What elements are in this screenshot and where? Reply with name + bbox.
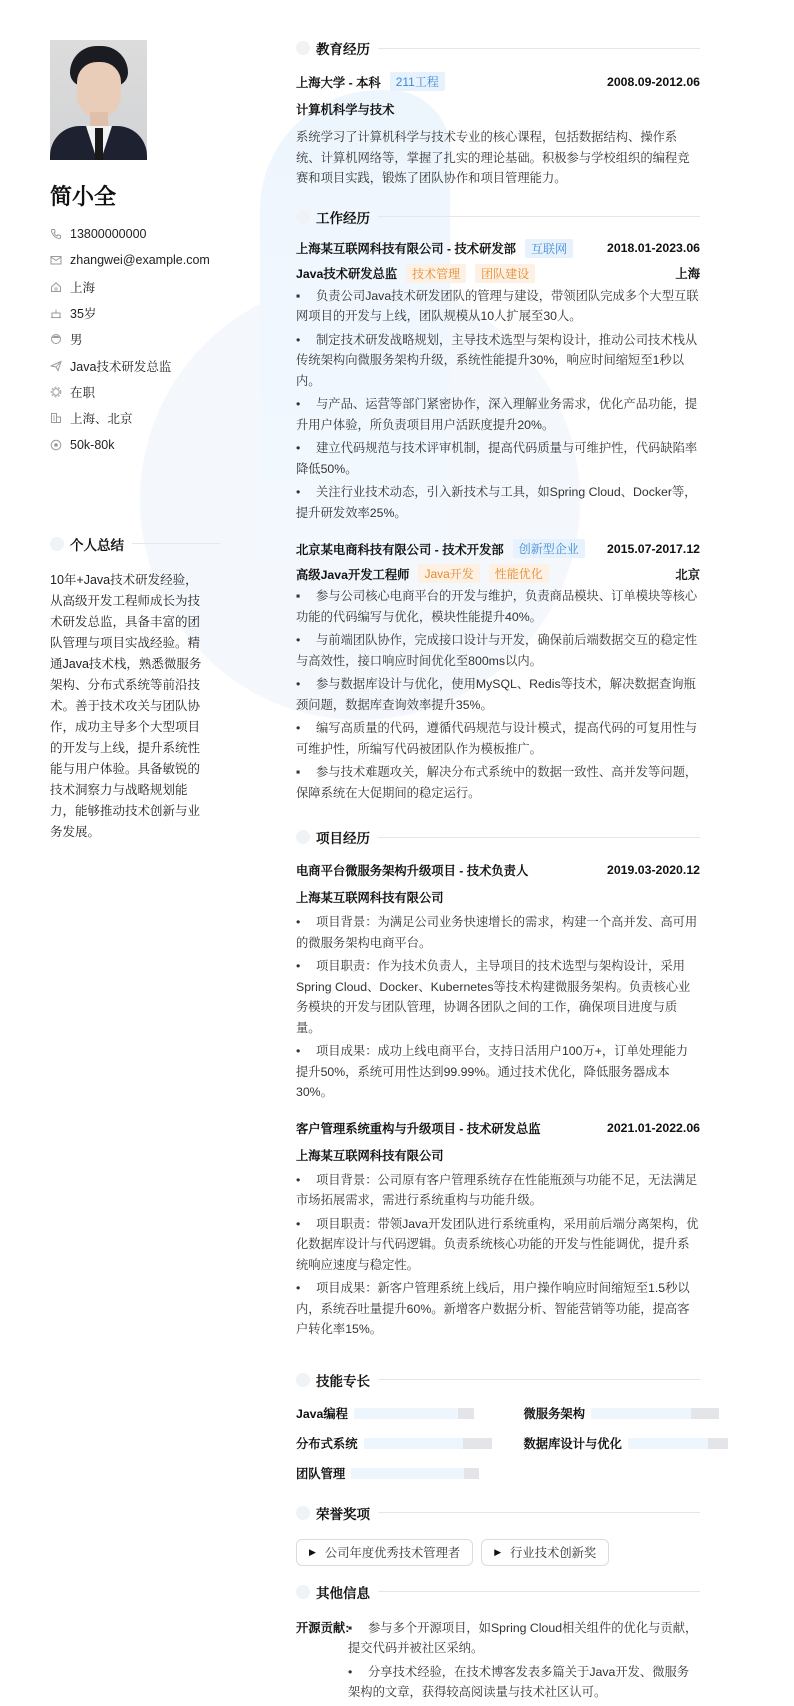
triangle-icon: ▶ — [494, 1546, 502, 1557]
section-dot-icon — [296, 41, 310, 55]
info-email — [50, 247, 220, 273]
skill-bar — [628, 1438, 728, 1449]
education-row — [296, 72, 700, 91]
project-name: 电商平台微服务架构升级项目 - 技术负责人 — [296, 864, 529, 878]
skill-tag: 技术管理 — [406, 264, 466, 283]
project-bullet: • 项目背景：公司原有客户管理系统存在性能瓶颈与功能不足，无法满足市场拓展需求，需进行系统重构与功能升级。 — [296, 1172, 698, 1207]
project-bullet: • 项目职责：作为技术负责人，主导项目的技术选型与架构设计，采用Spring Cloud、Docker、Kubernetes等技术构建微服务架构。负责核心业务模块的开发与团队管理，协调各团队之间的工作，确保项目进度与质量。 — [296, 959, 691, 1035]
education-heading: 教育经历 — [296, 38, 700, 58]
info-job-title — [50, 352, 220, 378]
award-chip: ▶ 行业技术创新奖 — [481, 1539, 609, 1566]
status-icon — [50, 386, 62, 398]
project-bullet: • 项目成果：新客户管理系统上线后，用户操作响应时间缩短至1.5秒以内，系统吞吐量提升60%。新增客户数据分析、智能营销等功能，提高客户转化率15%。 — [296, 1281, 690, 1336]
job-date: 2015.07-2017.12 — [607, 541, 700, 556]
project-date: 2021.01-2022.06 — [607, 1120, 700, 1135]
salary-icon — [50, 439, 62, 451]
email-address: zhangwei@example.com — [70, 253, 210, 268]
age-text: 35岁 — [70, 307, 97, 322]
section-dot-icon — [296, 210, 310, 224]
skills-heading: 技能专长 — [296, 1370, 700, 1390]
industry-tag: 创新型企业 — [513, 539, 585, 558]
sidebar — [50, 40, 220, 843]
major: 计算机科学与技术 — [296, 103, 395, 117]
gender-text: 男 — [70, 333, 83, 348]
status-text: 在职 — [70, 385, 96, 400]
skill-bar — [364, 1438, 492, 1449]
main-content — [296, 38, 700, 1706]
projects-heading: 项目经历 — [296, 827, 700, 847]
info-preferred-cities — [50, 405, 220, 431]
job-bullet: • 与前端团队协作，完成接口设计与开发，确保前后端数据交互的稳定性与高效性，接口响应时间优化至800ms以内。 — [296, 633, 698, 668]
skill-item: Java编程 — [296, 1404, 492, 1423]
job-bullet: • 参与数据库设计与优化，使用MySQL、Redis等技术，解决数据查询瓶颈问题，数据库查询效率提升35%。 — [296, 677, 696, 712]
job-position: 高级Java开发工程师 — [296, 567, 410, 582]
skill-item: 数据库设计与优化 — [524, 1434, 728, 1453]
home-icon — [50, 281, 62, 293]
divider — [132, 543, 220, 544]
summary-heading: 个人总结 — [50, 534, 220, 554]
cake-icon — [50, 307, 62, 319]
project-bullet: • 项目成果：成功上线电商平台，支持日活用户100万+，订单处理能力提升50%，系统可用性达到99.99%。通过技术优化，降低服务器成本30%。 — [296, 1044, 689, 1099]
info-status — [50, 379, 220, 405]
project-entry — [296, 1119, 700, 1340]
job-city: 上海 — [675, 267, 700, 281]
phone-icon — [50, 228, 62, 240]
project-company: 上海某互联网科技有限公司 — [296, 1148, 444, 1163]
open-source-label: 开源贡献: — [296, 1620, 350, 1635]
project-name: 客户管理系统重构与升级项目 - 技术研发总监 — [296, 1121, 541, 1136]
job-bullet: ▪ 负责公司Java技术研发团队的管理与建设，带领团队完成多个大型互联网项目的开发与上线，团队规模从10人扩展至30人。 — [296, 288, 699, 323]
section-dot-icon — [296, 1506, 310, 1520]
skill-bar — [591, 1408, 719, 1419]
skill-bar — [351, 1468, 479, 1479]
building-icon — [50, 412, 62, 424]
summary-text: 10年+Java技术研发经验，从高级开发工程师成长为技术研发总监，具备丰富的团队管理与项目实战经验。精通Java技术栈，熟悉微服务架构、分布式系统等前沿技术。善于技术攻关与团队协作，成功主导多个大型项目的开发与上线，提升系统性能与用户体验。具备敏锐的技术洞察力与战略规划能力，能够推动技术创新与业务发展。 — [50, 572, 202, 839]
job-bullet: • 关注行业技术动态，引入新技术与工具，如Spring Cloud、Docker等，提升研发效率25%。 — [296, 485, 697, 520]
skill-tag: Java开发 — [418, 564, 479, 583]
phone-number: 13800000000 — [70, 227, 147, 242]
awards-heading: 荣誉奖项 — [296, 1503, 700, 1523]
award-chip: ▶ 公司年度优秀技术管理者 — [296, 1539, 473, 1566]
info-phone — [50, 221, 220, 247]
other-bullet: ▪ 参与多个开源项目，如Spring Cloud相关组件的优化与贡献，提交代码并被社区采纳。 — [348, 1620, 698, 1655]
divider — [378, 1379, 700, 1380]
job-title-text: Java技术研发总监 — [70, 359, 172, 374]
job-bullet: ▪ 参与技术难题攻关，解决分布式系统中的数据一致性、高并发等问题，保障系统在大促期间的稳定运行。 — [296, 765, 698, 800]
info-age — [50, 300, 220, 326]
open-source-block — [296, 1618, 700, 1706]
other-bullet: • 分享技术经验，在技术博客发表多篇关于Java开发、微服务架构的文章，获得较高阅读量与技术社区认可。 — [348, 1664, 690, 1699]
other-heading: 其他信息 — [296, 1582, 700, 1602]
company-name: 上海某互联网科技有限公司 - 技术研发部 — [296, 242, 516, 256]
education-description: 系统学习了计算机科学与技术专业的核心课程，包括数据结构、操作系统、计算机网络等，掌握了扎实的理论基础。积极参与学校组织的编程竞赛和项目实践，锻炼了团队协作和项目管理能力。 — [296, 130, 690, 185]
divider — [378, 216, 700, 217]
education-date: 2008.09-2012.06 — [607, 74, 700, 89]
section-dot-icon — [296, 830, 310, 844]
job-bullet: • 制定技术研发战略规划，主导技术选型与架构设计，推动公司技术栈从传统架构向微服务架构升级，系统性能提升30%，响应时间缩短至1秒以内。 — [296, 332, 698, 388]
job-date: 2018.01-2023.06 — [607, 241, 700, 255]
project-date: 2019.03-2020.12 — [607, 863, 700, 877]
job-entry — [296, 239, 700, 524]
job-entry — [296, 539, 700, 803]
awards-list — [296, 1539, 700, 1566]
section-dot-icon — [296, 1585, 310, 1599]
skill-item: 分布式系统 — [296, 1434, 492, 1453]
school-name: 上海大学 - 本科 — [296, 75, 381, 90]
job-bullet: ▪ 参与公司核心电商平台的开发与维护，负责商品模块、订单模块等核心功能的代码编写与优化，模块性能提升40%。 — [296, 589, 698, 624]
job-city: 北京 — [675, 567, 700, 582]
email-icon — [50, 254, 62, 266]
profile-photo — [50, 40, 147, 160]
divider — [378, 1591, 700, 1592]
job-bullet: • 建立代码规范与技术评审机制，提高代码质量与可维护性，代码缺陷率降低50%。 — [296, 441, 698, 476]
info-location — [50, 274, 220, 300]
divider — [378, 1512, 700, 1513]
school-tag: 211工程 — [390, 72, 445, 91]
project-bullet: • 项目背景：为满足公司业务快速增长的需求，构建一个高并发、高可用的微服务架构电商平台。 — [296, 915, 698, 950]
job-bullet: • 编写高质量的代码，遵循代码规范与设计模式，提高代码的可复用性与可维护性，所编写代码被团队作为模板推广。 — [296, 721, 698, 756]
section-dot-icon — [50, 537, 64, 551]
info-gender — [50, 326, 220, 352]
section-dot-icon — [296, 1373, 310, 1387]
skills-grid — [296, 1404, 700, 1483]
job-position: Java技术研发总监 — [296, 267, 398, 281]
skill-tag: 团队建设 — [475, 264, 535, 283]
triangle-icon: ▶ — [309, 1546, 316, 1557]
industry-tag: 互联网 — [525, 239, 573, 258]
divider — [378, 837, 700, 838]
gender-icon — [50, 333, 62, 345]
candidate-name: 简小全 — [50, 184, 117, 209]
company-name: 北京某电商科技有限公司 - 技术开发部 — [296, 542, 504, 557]
work-heading: 工作经历 — [296, 207, 700, 227]
info-salary — [50, 431, 220, 457]
skill-item: 微服务架构 — [524, 1404, 728, 1423]
project-company: 上海某互联网科技有限公司 — [296, 891, 444, 905]
skill-tag: 性能优化 — [489, 564, 549, 583]
job-bullet: • 与产品、运营等部门紧密协作，深入理解业务需求，优化产品功能，提升用户体验，所负责项目用户活跃度提升20%。 — [296, 397, 698, 432]
project-bullet: • 项目职责：带领Java开发团队进行系统重构，采用前后端分离架构，优化数据库设计与代码逻辑。负责系统核心功能的开发与性能调优，提升系统响应速度与稳定性。 — [296, 1216, 699, 1272]
location-text: 上海 — [70, 280, 96, 295]
personal-info-list — [50, 221, 220, 458]
project-entry — [296, 861, 700, 1103]
skill-item: 团队管理 — [296, 1464, 492, 1483]
skill-bar — [354, 1408, 474, 1419]
divider — [378, 48, 700, 49]
send-icon — [50, 360, 62, 372]
preferred-cities-text: 上海、北京 — [70, 412, 133, 427]
salary-text: 50k-80k — [70, 437, 115, 452]
